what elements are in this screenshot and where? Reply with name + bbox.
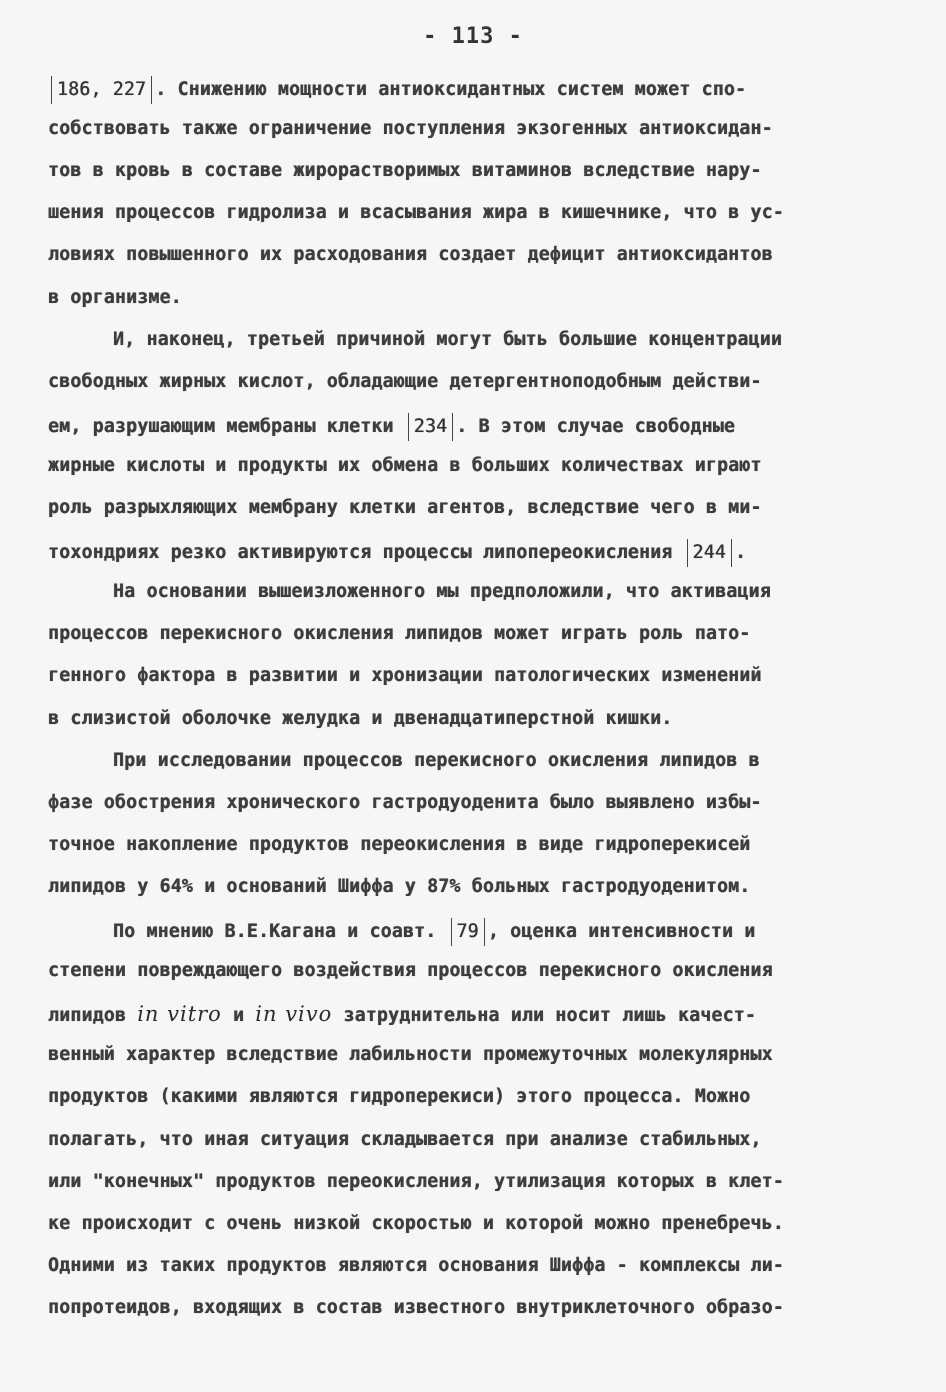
text-run: жирные кислоты и продукты их обмена в больших количествах играют xyxy=(48,454,762,476)
text-run: или "конечных" продуктов переокисления, утилизация которых в клет- xyxy=(48,1170,784,1192)
text-run: На основании вышеизложенного мы предположили, что активация xyxy=(113,581,771,603)
text-line xyxy=(48,160,908,181)
text-line xyxy=(48,708,908,729)
citation-reference: 79 xyxy=(451,918,485,946)
text-run: процессов перекисного окисления липидов может играть роль пато- xyxy=(48,623,751,645)
citation-reference: 186, 227 xyxy=(51,76,152,104)
text-line xyxy=(48,413,908,441)
text-line xyxy=(113,581,908,602)
text-line xyxy=(48,202,908,223)
text-line xyxy=(48,1086,908,1107)
text-line xyxy=(48,1255,908,1276)
text-run: тов в кровь в составе жирорастворимых витаминов вследствие нару- xyxy=(48,160,762,182)
text-run: липидов xyxy=(48,1005,138,1027)
text-line xyxy=(48,1044,908,1065)
page-number: - 113 - xyxy=(423,24,523,49)
text-line xyxy=(48,834,908,855)
text-run: венный характер вследствие лабильности промежуточных молекулярных xyxy=(48,1044,773,1066)
text-run: ем, разрушающим мембраны клетки xyxy=(48,415,405,437)
text-run: попротеидов, входящих в состав известного внутриклеточного образо- xyxy=(48,1296,784,1318)
text-line xyxy=(48,118,908,139)
text-run: При исследовании процессов перекисного окисления липидов в xyxy=(113,749,760,771)
citation-reference: 244 xyxy=(687,539,732,567)
text-line xyxy=(48,244,908,265)
citation-reference: 234 xyxy=(408,413,453,441)
text-line xyxy=(48,1213,908,1234)
text-run: и xyxy=(221,1005,256,1027)
text-run: степени повреждающего воздействия процессов перекисного окисления xyxy=(48,960,773,982)
text-line xyxy=(113,918,908,946)
text-run: генного фактора в развитии и хронизации патологических изменений xyxy=(48,665,762,687)
text-run: ке происходит с очень низкой скоростью и которой можно пренебречь. xyxy=(48,1212,784,1234)
text-line xyxy=(48,76,908,104)
text-run: продуктов (какими являются гидроперекиси) этого процесса. Можно xyxy=(48,1086,751,1108)
text-run: в слизистой оболочке желудка и двенадцатиперстной кишки. xyxy=(48,707,673,729)
text-line xyxy=(48,1129,908,1150)
text-line xyxy=(48,371,908,392)
text-line xyxy=(48,497,908,518)
text-line xyxy=(48,876,908,897)
text-run: точное накопление продуктов переокисления в виде гидроперекисей xyxy=(48,833,751,855)
text-line xyxy=(48,539,908,567)
text-line xyxy=(48,455,908,476)
handwritten-insertion: in vivo xyxy=(255,1002,333,1027)
text-run: полагать, что иная ситуация складывается при анализе стабильных, xyxy=(48,1128,762,1150)
text-run: свободных жирных кислот, обладающие детергентноподобным действи- xyxy=(48,370,762,392)
text-run: роль разрыхляющих мембрану клетки агентов, вследствие чего в ми- xyxy=(48,497,762,518)
text-run: , оценка интенсивности и xyxy=(487,921,756,942)
text-run: По мнению В.Е.Кагана и соавт. xyxy=(113,921,448,942)
text-line xyxy=(48,1297,908,1318)
text-line xyxy=(113,329,908,350)
text-run: Одними из таких продуктов являются основания Шиффа - комплексы ли- xyxy=(48,1254,784,1276)
text-run: шения процессов гидролиза и всасывания жира в кишечнике, что в ус- xyxy=(48,202,784,224)
text-line xyxy=(48,1171,908,1192)
text-run: . Снижению мощности антиоксидантных систем может спо- xyxy=(155,79,747,100)
text-run: ловиях повышенного их расходования создает дефицит антиоксидантов xyxy=(48,244,773,266)
text-run: тохондриях резко активируются процессы липопереокисления xyxy=(48,542,684,564)
text-run: . xyxy=(735,542,747,564)
text-run: И, наконец, третьей причиной могут быть большие концентрации xyxy=(113,328,782,350)
text-line xyxy=(48,792,908,813)
text-line xyxy=(113,750,908,771)
handwritten-insertion: in vitro xyxy=(137,1002,222,1027)
text-run: собствовать также ограничение поступления экзогенных антиоксидан- xyxy=(48,118,773,140)
text-run: липидов у 64% и оснований Шиффа у 87% больных гастродуоденитом. xyxy=(48,875,751,897)
text-line xyxy=(48,665,908,686)
text-line xyxy=(48,623,908,644)
text-run: затруднительна или носит лишь качест- xyxy=(332,1005,756,1027)
text-line xyxy=(48,1002,908,1026)
text-line xyxy=(48,960,908,981)
text-line xyxy=(48,287,908,308)
text-run: в организме. xyxy=(48,286,182,308)
text-run: фазе обострения хронического гастродуоденита было выявлено избы- xyxy=(48,791,762,813)
text-run: . В этом случае свободные xyxy=(456,415,735,437)
